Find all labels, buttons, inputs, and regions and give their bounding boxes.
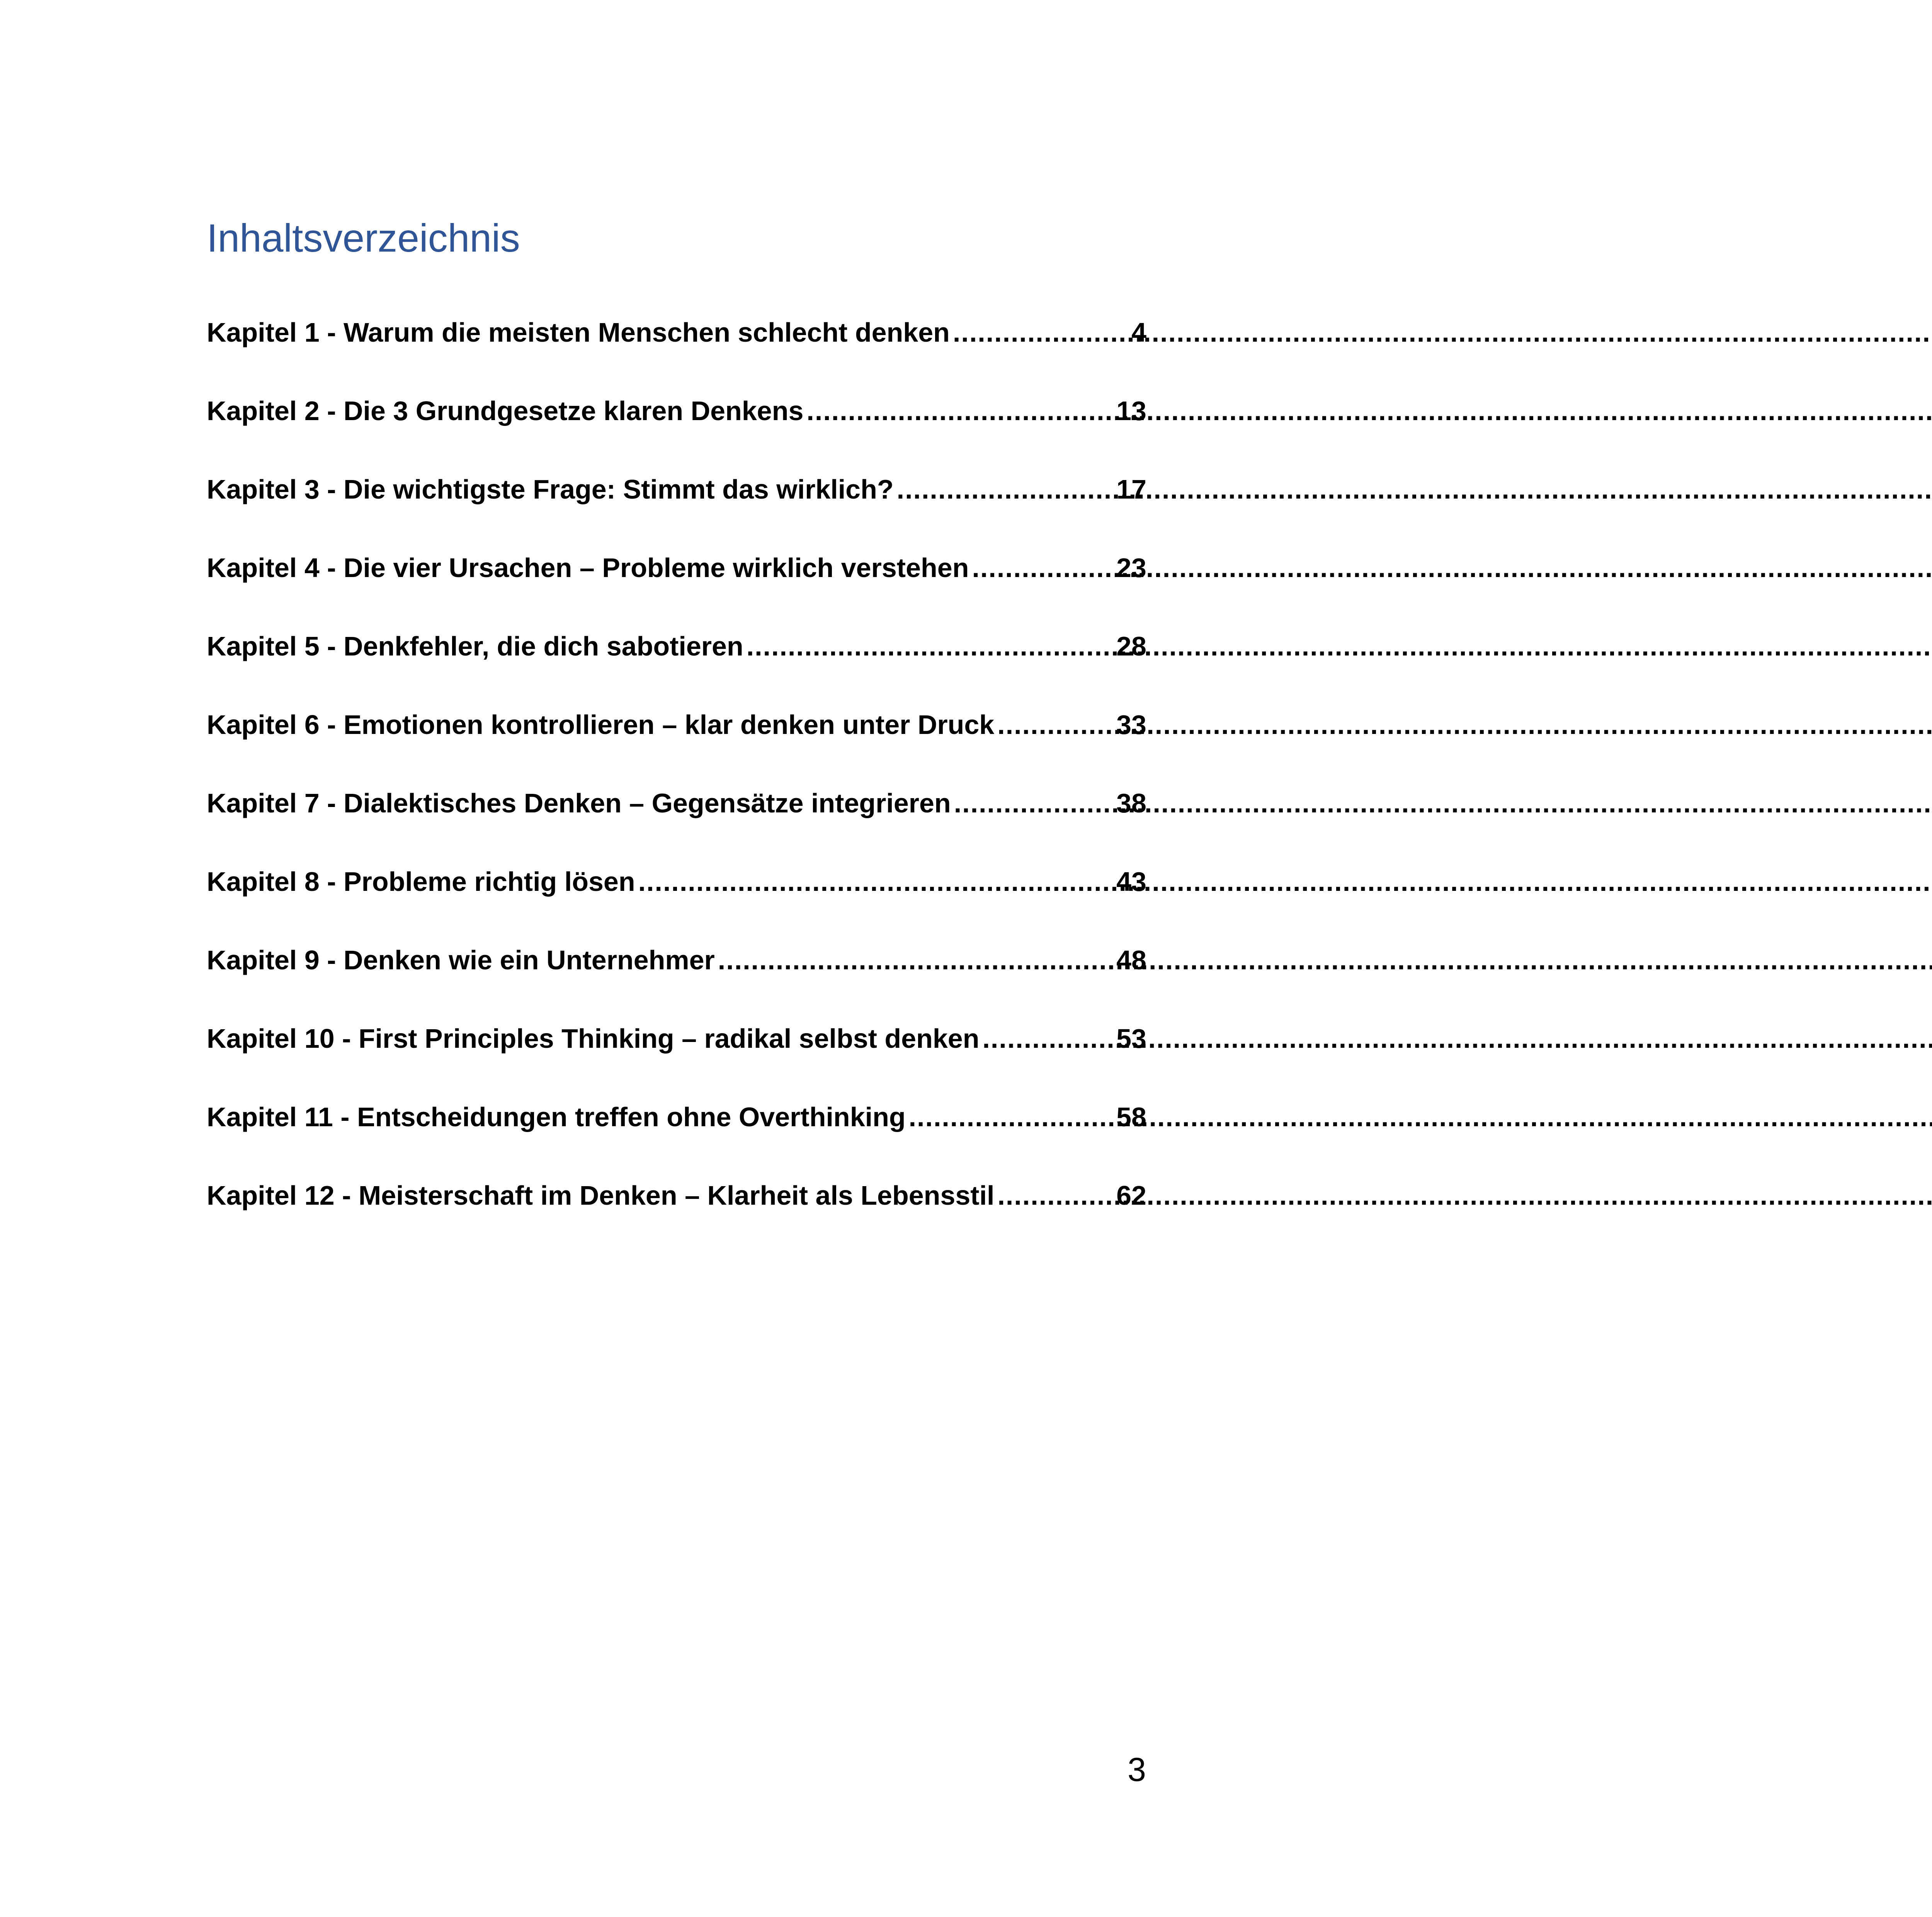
toc-list [207, 317, 1146, 1258]
toc-entry-page: 62 [1116, 1180, 1146, 1210]
toc-dot-leader [806, 395, 1114, 426]
toc-entry-page: 48 [1116, 945, 1146, 975]
toc-entry-title: Kapitel 5 - Denkfehler, die dich sabotieren [207, 631, 743, 661]
toc-dot-leader [997, 709, 1114, 740]
toc-entry-title: Kapitel 1 - Warum die meisten Menschen schlecht denken [207, 317, 950, 347]
toc-entry-title: Kapitel 8 - Probleme richtig lösen [207, 867, 635, 897]
toc-entry-12[interactable] [207, 1180, 1146, 1258]
toc-entry-page: 13 [1116, 396, 1146, 426]
toc-dot-leader [954, 788, 1114, 819]
toc-dot-leader [953, 317, 1129, 348]
toc-entry-page: 58 [1116, 1102, 1146, 1132]
toc-entry-title: Kapitel 2 - Die 3 Grundgesetze klaren Denkens [207, 396, 804, 426]
toc-entry-8[interactable] [207, 866, 1146, 945]
toc-entry-page: 53 [1116, 1023, 1146, 1054]
toc-entry-title: Kapitel 7 - Dialektisches Denken – Gegensätze integrieren [207, 788, 951, 818]
toc-entry-9[interactable] [207, 945, 1146, 1023]
toc-entry-title: Kapitel 3 - Die wichtigste Frage: Stimmt das wirklich? [207, 474, 894, 504]
toc-entry-page: 38 [1116, 788, 1146, 818]
toc-dot-leader [718, 945, 1114, 976]
toc-dot-leader [982, 1023, 1114, 1054]
toc-entry-page: 28 [1116, 631, 1146, 661]
toc-dot-leader [997, 1180, 1114, 1211]
toc-entry-title: Kapitel 6 - Emotionen kontrollieren – klar denken unter Druck [207, 710, 995, 740]
toc-entry-title: Kapitel 10 - First Principles Thinking – radikal selbst denken [207, 1023, 980, 1054]
toc-entry-title: Kapitel 12 - Meisterschaft im Denken – Klarheit als Lebensstil [207, 1180, 995, 1210]
toc-entry-11[interactable] [207, 1102, 1146, 1180]
toc-heading: Inhaltsverzeichnis [207, 216, 520, 260]
toc-dot-leader [747, 631, 1114, 662]
toc-entry-2[interactable] [207, 395, 1146, 474]
toc-entry-10[interactable] [207, 1023, 1146, 1102]
toc-entry-3[interactable] [207, 474, 1146, 552]
toc-dot-leader [972, 552, 1114, 583]
toc-entry-4[interactable] [207, 552, 1146, 631]
toc-entry-6[interactable] [207, 709, 1146, 788]
toc-entry-page: 17 [1116, 474, 1146, 504]
toc-dot-leader [897, 474, 1114, 505]
toc-entry-1[interactable] [207, 317, 1146, 395]
toc-entry-title: Kapitel 9 - Denken wie ein Unternehmer [207, 945, 715, 975]
toc-dot-leader [638, 866, 1114, 897]
toc-dot-leader [909, 1102, 1114, 1132]
toc-entry-page: 23 [1116, 553, 1146, 583]
toc-entry-page: 33 [1116, 710, 1146, 740]
page-number: 3 [1128, 1751, 1146, 1788]
toc-entry-title: Kapitel 4 - Die vier Ursachen – Probleme wirklich verstehen [207, 553, 969, 583]
toc-entry-title: Kapitel 11 - Entscheidungen treffen ohne Overthinking [207, 1102, 906, 1132]
toc-entry-page: 43 [1116, 867, 1146, 897]
toc-entry-7[interactable] [207, 788, 1146, 866]
toc-entry-5[interactable] [207, 631, 1146, 709]
toc-entry-page: 4 [1131, 317, 1146, 347]
